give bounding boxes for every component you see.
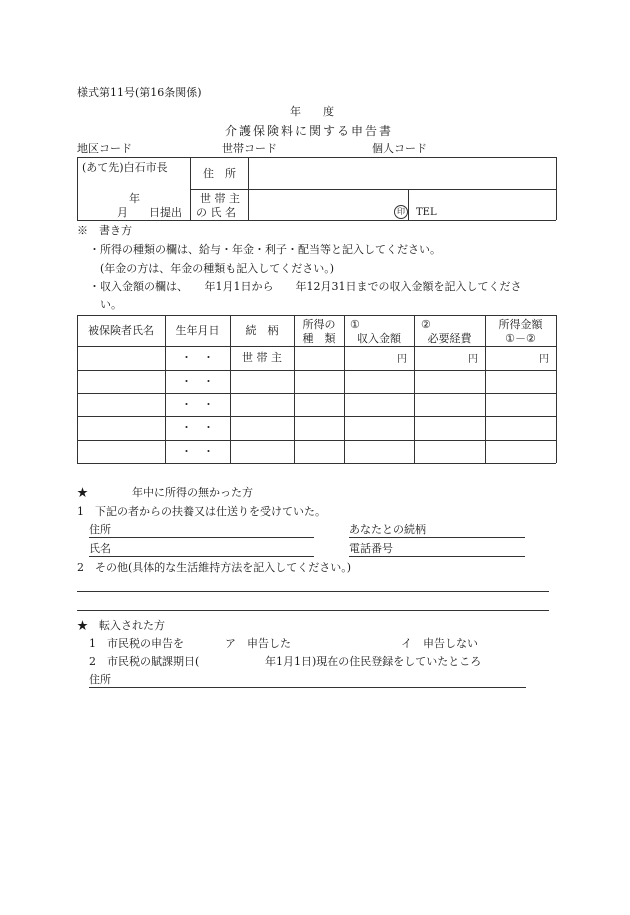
submit-month-label: 月 bbox=[117, 206, 128, 219]
instruction-line-4: い。 bbox=[100, 298, 122, 311]
col-header-amount-1: 所得金額 bbox=[498, 318, 543, 331]
yen-amount-row-1: 円 bbox=[539, 354, 549, 365]
col-header-birth: 生年月日 bbox=[175, 324, 220, 337]
no-income-item-1: 1 下記の者からの扶養又は仕送りを受けていた。 bbox=[77, 505, 326, 518]
birth-dots-row-1: ・ ・ bbox=[181, 351, 214, 364]
instruction-line-2: (年金の方は、年金の種類も記入してください。) bbox=[100, 262, 335, 275]
previous-address-line bbox=[89, 687, 526, 688]
page-title: 介護保険料に関する申告書 bbox=[225, 124, 394, 138]
col-header-income-2: 収入金額 bbox=[357, 332, 401, 345]
household-code-label: 世帯コード bbox=[222, 142, 277, 155]
col-header-expense-1: ② bbox=[421, 318, 431, 331]
supporter-address-label: 住所 bbox=[89, 523, 111, 536]
col-header-amount-2: ①－② bbox=[505, 332, 536, 345]
supporter-address-line bbox=[89, 537, 314, 538]
col-header-relation: 続 柄 bbox=[245, 324, 279, 337]
relation-head-row-1: 世 帯 主 bbox=[242, 351, 282, 364]
relationship-label: あなたとの続柄 bbox=[349, 523, 426, 536]
moved-in-item-2-suffix: 年1月1日)現在の住民登録をしていたところ bbox=[265, 655, 482, 668]
birth-dots-row-2: ・ ・ bbox=[181, 375, 214, 388]
other-method-line-1 bbox=[77, 591, 549, 592]
relationship-line bbox=[349, 537, 525, 538]
col-header-income-1: ① bbox=[350, 318, 360, 331]
no-income-heading: ★ 年中に所得の無かった方 bbox=[77, 486, 253, 499]
birth-dots-row-4: ・ ・ bbox=[181, 421, 214, 434]
address-label: 住 所 bbox=[203, 167, 236, 180]
previous-address-label: 住所 bbox=[89, 673, 111, 686]
moved-in-heading: ★ 転入された方 bbox=[77, 619, 165, 632]
col-header-type-2: 種 類 bbox=[302, 332, 336, 345]
phone-line bbox=[349, 556, 525, 557]
tel-label: TEL bbox=[416, 207, 437, 218]
other-method-line-2 bbox=[77, 610, 549, 611]
supporter-name-label: 氏名 bbox=[89, 542, 111, 555]
submit-year-label: 年 bbox=[129, 192, 140, 205]
col-header-type-1: 所得の bbox=[302, 318, 336, 331]
option-declared: ア 申告した bbox=[225, 637, 291, 650]
col-header-name: 被保険者氏名 bbox=[88, 324, 154, 337]
fiscal-year-label: 年 度 bbox=[290, 105, 334, 118]
instruction-line-3: ・収入金額の欄は、 年1月1日から 年12月31日までの収入金額を記入してくださ bbox=[89, 280, 522, 293]
head-name-label-1: 世 帯 主 bbox=[200, 192, 240, 205]
individual-code-label: 個人コード bbox=[372, 142, 427, 155]
submit-day-label: 日提出 bbox=[149, 206, 182, 219]
col-header-expense-2: 必要経費 bbox=[427, 332, 472, 345]
area-code-label: 地区コード bbox=[77, 142, 132, 155]
yen-expense-row-1: 円 bbox=[468, 354, 478, 365]
instructions-heading: ※ 書き方 bbox=[77, 224, 132, 237]
phone-label: 電話番号 bbox=[349, 542, 393, 555]
moved-in-item-2-prefix: 2 市民税の賦課期日( bbox=[89, 655, 200, 668]
instruction-line-1: ・所得の種類の欄は、給与・年金・利子・配当等と記入してください。 bbox=[89, 243, 441, 256]
option-not-declared: イ 申告しない bbox=[401, 637, 478, 650]
birth-dots-row-3: ・ ・ bbox=[181, 398, 214, 411]
birth-dots-row-5: ・ ・ bbox=[181, 445, 214, 458]
moved-in-item-1: 1 市民税の申告を bbox=[89, 637, 184, 650]
seal-mark: 印 bbox=[394, 205, 408, 219]
form-number: 様式第11号(第16条関係) bbox=[77, 86, 202, 99]
supporter-name-line bbox=[89, 556, 314, 557]
no-income-item-2: 2 その他(具体的な生活維持方法を記入してください。) bbox=[77, 561, 352, 574]
yen-income-row-1: 円 bbox=[397, 354, 407, 365]
head-name-label-2: の 氏 名 bbox=[196, 206, 236, 219]
addressee-label: (あて先)白石市長 bbox=[82, 161, 168, 174]
